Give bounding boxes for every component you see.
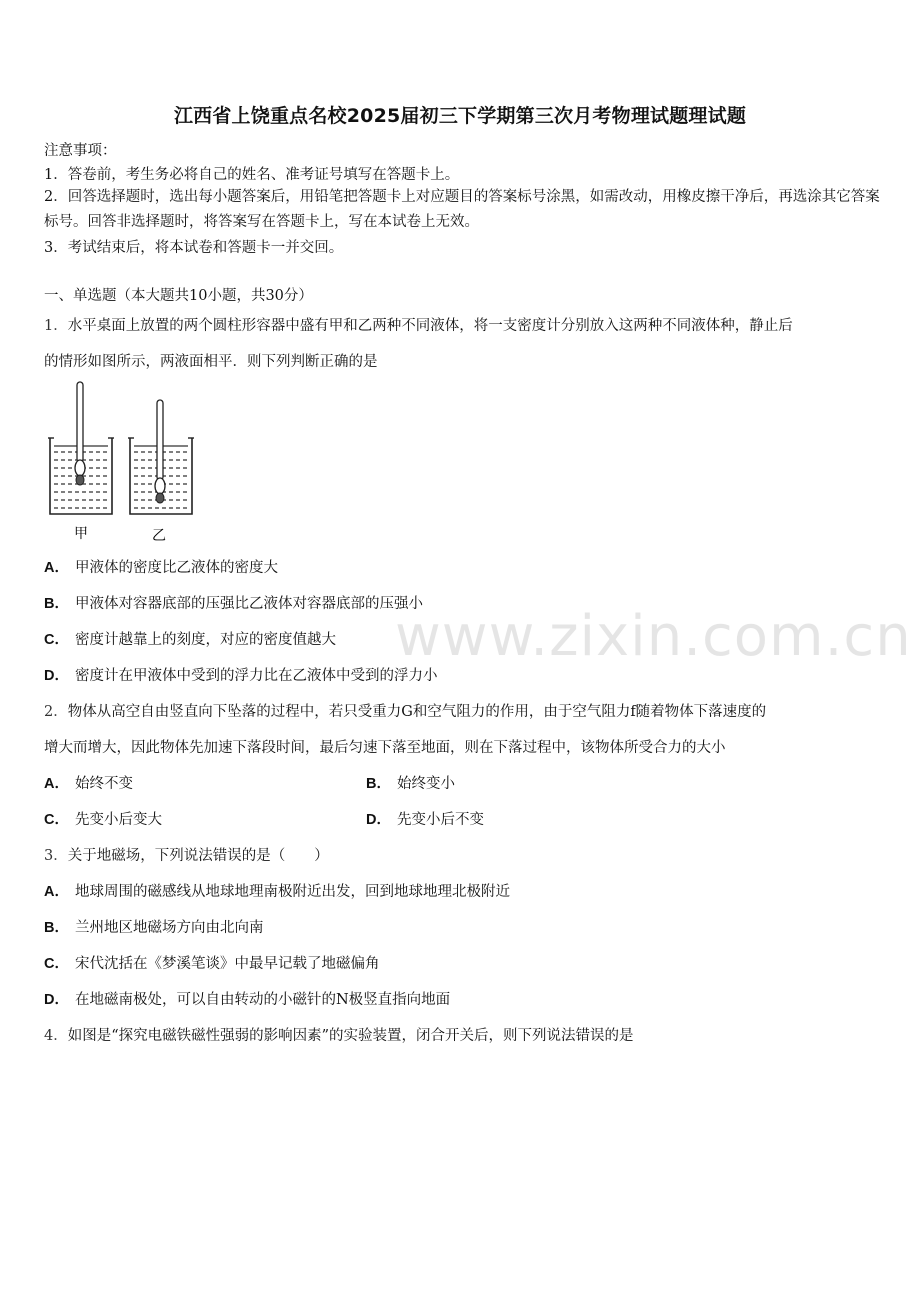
option-text: 地球周围的磁感线从地球地理南极附近出发，回到地球地理北极附近 xyxy=(74,884,510,900)
question-1-line-2: 的情形如图所示，两液面相平．则下列判断正确的是 xyxy=(44,354,378,370)
option-label: A． xyxy=(44,560,69,576)
option-text: 始终变小 xyxy=(396,776,455,792)
q3-option-b xyxy=(44,916,263,937)
q1-option-b xyxy=(44,592,423,613)
beaker-jia xyxy=(48,382,114,514)
option-text: 先变小后不变 xyxy=(396,812,484,828)
option-text: 甲液体的密度比乙液体的密度大 xyxy=(74,560,278,576)
document-title: 江西省上饶重点名校2025届初三下学期第三次月考物理试题理试题 xyxy=(173,105,747,127)
question-number: 4． xyxy=(44,1028,68,1044)
option-text: 宋代沈括在《梦溪笔谈》中最早记载了地磁偏角 xyxy=(74,956,380,972)
option-label: B． xyxy=(44,596,69,612)
option-label: D． xyxy=(44,668,69,684)
q3-option-d xyxy=(44,988,450,1009)
option-label: A． xyxy=(44,776,69,792)
option-label: B． xyxy=(366,776,391,792)
watermark: www.zixin.com.cn xyxy=(395,604,912,669)
q3-option-a xyxy=(44,880,510,901)
q2-option-d xyxy=(366,808,484,829)
label-jia: 甲 xyxy=(74,526,88,542)
option-text: 甲液体对容器底部的压强比乙液体对容器底部的压强小 xyxy=(74,596,423,612)
option-label: C． xyxy=(44,812,69,828)
section-heading: 一、单选题（本大题共10小题，共30分） xyxy=(44,288,313,304)
question-text: 关于地磁场，下列说法错误的是（ ） xyxy=(67,848,329,864)
question-2-line-1 xyxy=(44,700,766,721)
option-label: D． xyxy=(366,812,391,828)
q2-option-a xyxy=(44,772,133,793)
q3-option-c xyxy=(44,952,379,973)
question-1-line-1 xyxy=(44,314,793,335)
hydrometer-figure xyxy=(46,380,206,549)
q2-option-c xyxy=(44,808,162,829)
notice-item-2: 2．回答选择题时，选出每小题答案后，用铅笔把答题卡上对应题目的答案标号涂黑，如需改动，用橡皮擦干净后，再选涂其它答案标号。回答非选择题时，将答案写在答题卡上，写在本试卷上无效。 xyxy=(44,189,880,230)
option-label: B． xyxy=(44,920,69,936)
option-text: 先变小后变大 xyxy=(74,812,162,828)
q1-option-a xyxy=(44,556,278,577)
beaker-yi xyxy=(128,400,194,514)
question-2-line-2: 增大而增大，因此物体先加速下落段时间，最后匀速下落至地面，则在下落过程中，该物体所受合力的大小 xyxy=(44,740,726,756)
option-text: 在地磁南极处，可以自由转动的小磁针的N极竖直指向地面 xyxy=(74,992,451,1008)
option-label: A． xyxy=(44,884,69,900)
option-text: 兰州地区地磁场方向由北向南 xyxy=(74,920,264,936)
option-label: D． xyxy=(44,992,69,1008)
question-text: 物体从高空自由竖直向下坠落的过程中，若只受重力G和空气阻力的作用，由于空气阻力f随着物体下落速度的 xyxy=(67,704,767,720)
option-text: 密度计在甲液体中受到的浮力比在乙液体中受到的浮力小 xyxy=(74,668,438,684)
label-yi: 乙 xyxy=(152,528,166,544)
option-label: C． xyxy=(44,632,69,648)
question-3 xyxy=(44,844,329,865)
notice-heading: 注意事项： xyxy=(44,143,117,159)
question-number: 2． xyxy=(44,704,68,720)
notice-item-3: 3．考试结束后，将本试卷和答题卡一并交回。 xyxy=(44,240,344,256)
option-label: C． xyxy=(44,956,69,972)
hydrometer-diagram xyxy=(46,380,206,545)
option-text: 密度计越靠上的刻度，对应的密度值越大 xyxy=(74,632,336,648)
q1-option-d xyxy=(44,664,437,685)
q1-option-c xyxy=(44,628,336,649)
question-number: 1． xyxy=(44,318,68,334)
question-number: 3． xyxy=(44,848,68,864)
q2-option-b xyxy=(366,772,455,793)
question-text: 如图是“探究电磁铁磁性强弱的影响因素”的实验装置，闭合开关后，则下列说法错误的是 xyxy=(67,1028,634,1044)
question-4 xyxy=(44,1024,634,1045)
question-text: 水平桌面上放置的两个圆柱形容器中盛有甲和乙两种不同液体，将一支密度计分别放入这两种不同液体种，静止后 xyxy=(67,318,793,334)
option-text: 始终不变 xyxy=(74,776,133,792)
notice-item-1: 1．答卷前，考生务必将自己的姓名、准考证号填写在答题卡上。 xyxy=(44,167,460,183)
